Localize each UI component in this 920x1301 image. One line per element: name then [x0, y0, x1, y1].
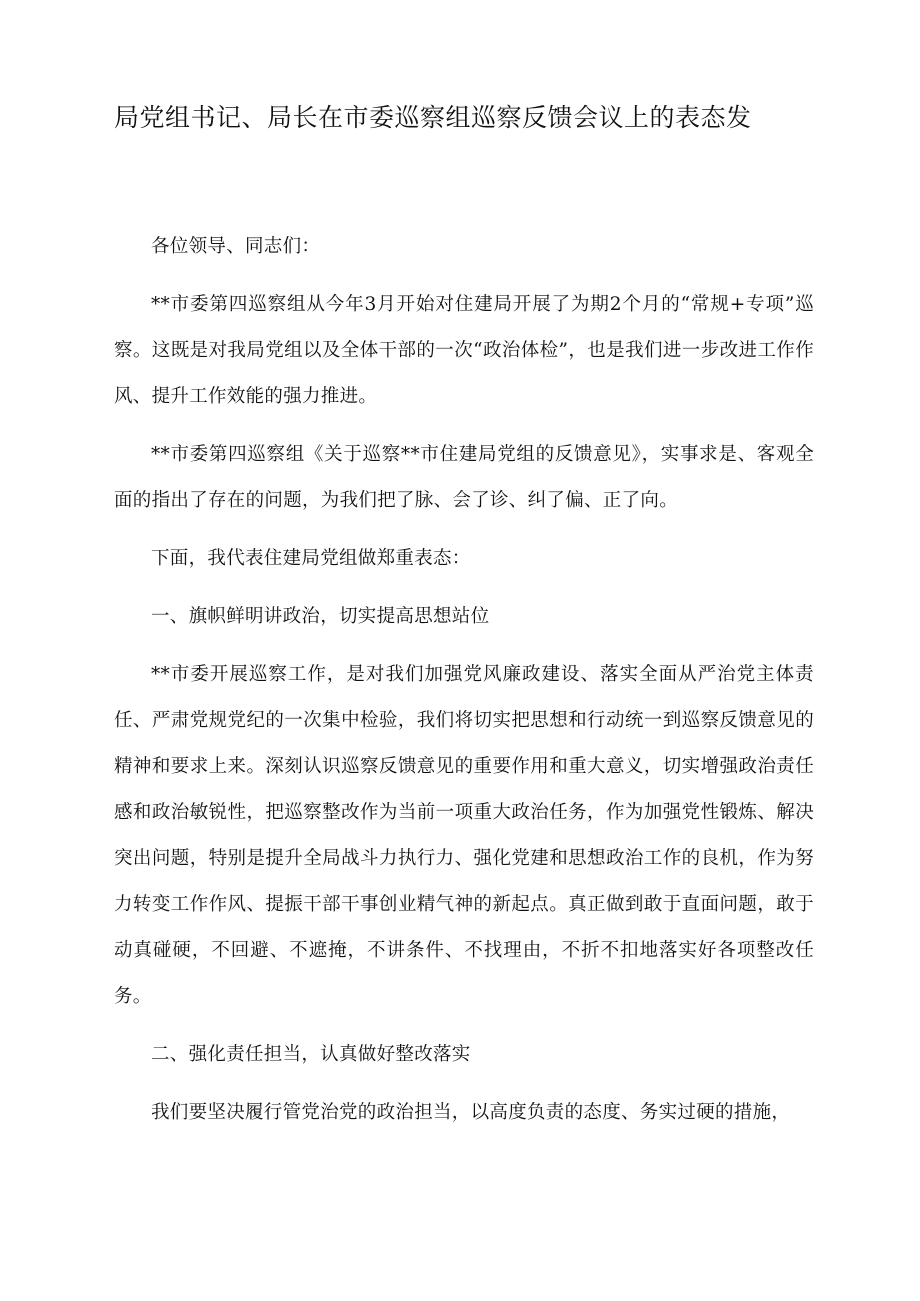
paragraph-section-2: 我们要坚决履行管党治党的政治担当，以高度负责的态度、务实过硬的措施，	[151, 1102, 791, 1123]
paragraph-statement: 下面，我代表住建局党组做郑重表态：	[151, 548, 471, 569]
paragraph-intro: **市委第四巡察组从今年3月开始对住建局开展了为期2个月的“常规+专项”巡察。这既是对我局党组以及全体干部的一次“政治体检”，也是我们进一步改进工作作风、提升工作效能的强力推进。	[114, 294, 814, 407]
salutation: 各位领导、同志们：	[151, 236, 321, 257]
section-heading-1: 一、旗帜鲜明讲政治，切实提高思想站位	[151, 606, 490, 627]
paragraph-feedback: **市委第四巡察组《关于巡察**市住建局党组的反馈意见》，实事求是、客观全面的指出了存在的问题，为我们把了脉、会了诊、纠了偏、正了向。	[114, 444, 814, 511]
paragraph-section-1: **市委开展巡察工作，是对我们加强党风廉政建设、落实全面从严治党主体责任、严肃党规党纪的一次集中检验，我们将切实把思想和行动统一到巡察反馈意见的精神和要求上来。深刻认识巡察反馈意见的重要作用和重大意义，切实增强政治责任感和政治敏锐性，把巡察整改作为当前一项重大政治任务，作为加强党性锻炼、解决突出问题，特别是提升全局战斗力执行力、强化党建和思想政治工作的良机，作为努力转变工作作风、提振干部干事创业精气神的新起点。真正做到敢于直面问题，敢于动真碰硬，不回避、不遮掩，不讲条件、不找理由，不折不扣地落实好各项整改任务。	[114, 664, 814, 1007]
document-title: 局党组书记、局长在市委巡察组巡察反馈会议上的表态发	[114, 103, 752, 132]
section-heading-2: 二、强化责任担当，认真做好整改落实	[151, 1044, 471, 1065]
document-body	[114, 224, 814, 1136]
